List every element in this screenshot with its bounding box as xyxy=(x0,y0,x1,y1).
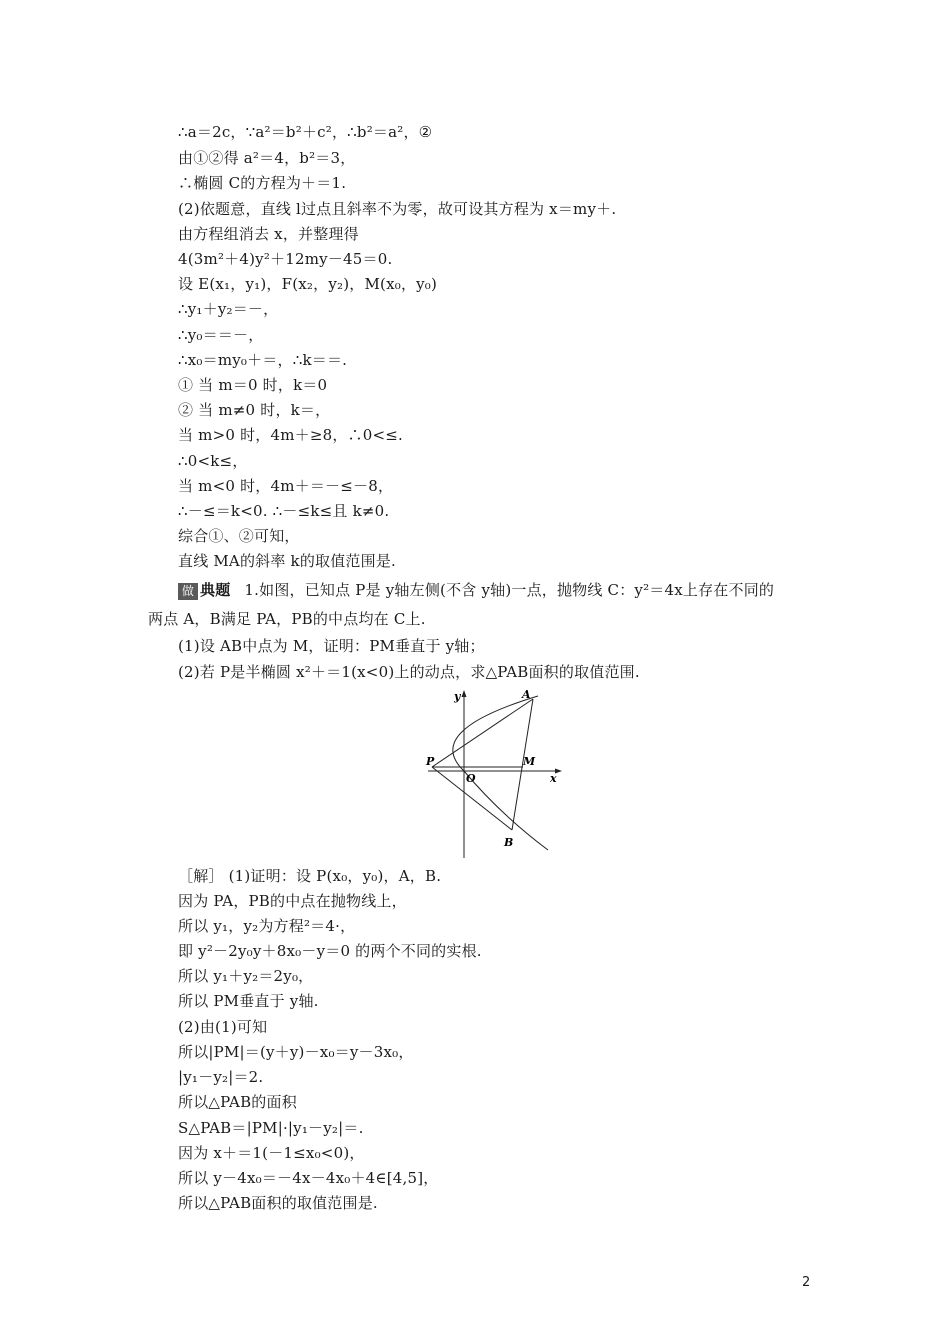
text-line: ② 当 m≠0 时，k＝， xyxy=(178,401,331,419)
page-number: 2 xyxy=(802,1275,811,1290)
solution-line: 所以△PAB面积的取值范围是. xyxy=(178,1194,378,1212)
solution-line: 所以 PM垂直于 y轴. xyxy=(178,992,319,1010)
text-line: 4(3m²＋4)y²＋12my－45＝0. xyxy=(178,250,393,268)
solution-line: 因为 x＋＝1(－1≤x₀<0)， xyxy=(178,1144,365,1162)
text-line: ∴椭圆 C的方程为＋＝1. xyxy=(178,174,347,192)
solution-line: ［解］ (1)证明：设 P(x₀，y₀)，A，B. xyxy=(178,867,442,885)
solution-line: 所以 y－4x₀＝－4x－4x₀＋4∈[4,5]， xyxy=(178,1169,439,1187)
text-line: ① 当 m＝0 时，k＝0 xyxy=(178,376,328,394)
problem-intro-cont: 两点 A，B满足 PA，PB的中点均在 C上. xyxy=(148,610,426,628)
label-m: M xyxy=(523,755,536,768)
solution-line: |y₁－y₂|＝2. xyxy=(178,1068,264,1086)
problem-badge-label: 典题 xyxy=(200,581,231,599)
text-line: 综合①、②可知， xyxy=(178,527,300,545)
solution-line: 因为 PA，PB的中点在抛物线上， xyxy=(178,892,407,910)
problem-intro-text: 1.如图，已知点 P是 y轴左侧(不含 y轴)一点，抛物线 C：y²＝4x上存在不同的 xyxy=(244,581,775,599)
problem-badge: 做 xyxy=(178,583,198,600)
problem-question-1: (1)设 AB中点为 M，证明：PM垂直于 y轴； xyxy=(178,637,485,655)
label-o: O xyxy=(466,772,476,785)
parabola-figure xyxy=(420,686,570,862)
text-line: ∴0<k≤， xyxy=(178,452,248,470)
problem-question-2: (2)若 P是半椭圆 x²＋＝1(x<0)上的动点，求△PAB面积的取值范围. xyxy=(178,663,640,681)
solution-line: 所以|PM|＝(y＋y)－x₀＝y－3x₀， xyxy=(178,1043,414,1061)
label-p: P xyxy=(426,755,435,768)
text-line: 由方程组消去 x，并整理得 xyxy=(178,225,359,243)
label-a: A xyxy=(522,688,531,701)
text-line: ∴a＝2c，∵a²＝b²＋c²，∴b²＝a²，② xyxy=(178,123,433,141)
text-line: 直线 MA的斜率 k的取值范围是. xyxy=(178,552,396,570)
text-line: 当 m>0 时，4m＋≥8，∴0<≤. xyxy=(178,426,403,444)
solution-line: 所以△PAB的面积 xyxy=(178,1093,297,1111)
text-line: (2)依题意，直线 l过点且斜率不为零，故可设其方程为 x＝my＋. xyxy=(178,200,617,218)
text-line: 由①②得 a²＝4，b²＝3， xyxy=(178,149,356,167)
text-line: ∴y₁＋y₂＝－， xyxy=(178,300,279,318)
solution-line: 所以 y₁，y₂为方程²＝4·， xyxy=(178,917,356,935)
problem-intro xyxy=(178,580,774,600)
solution-line: (2)由(1)可知 xyxy=(178,1018,268,1036)
solution-line: 即 y²－2y₀y＋8x₀－y＝0 的两个不同的实根. xyxy=(178,942,482,960)
segment-pa xyxy=(432,699,533,767)
label-b: B xyxy=(504,836,514,849)
text-line: ∴－≤＝k<0. ∴－≤k≤且 k≠0. xyxy=(178,502,390,520)
solution-line: 所以 y₁＋y₂＝2y₀， xyxy=(178,967,314,985)
text-line: ∴x₀＝my₀＋＝，∴k＝＝. xyxy=(178,351,348,369)
solution-line: S△PAB＝|PM|·|y₁－y₂|＝. xyxy=(178,1119,364,1137)
text-line: 当 m<0 时，4m＋＝－≤－8， xyxy=(178,477,394,495)
text-line: 设 E(x₁，y₁)，F(x₂，y₂)，M(x₀，y₀) xyxy=(178,275,438,293)
label-y: y xyxy=(454,690,461,703)
text-line: ∴y₀＝＝－， xyxy=(178,326,264,344)
label-x: x xyxy=(550,772,557,785)
y-axis-arrow xyxy=(462,690,467,697)
